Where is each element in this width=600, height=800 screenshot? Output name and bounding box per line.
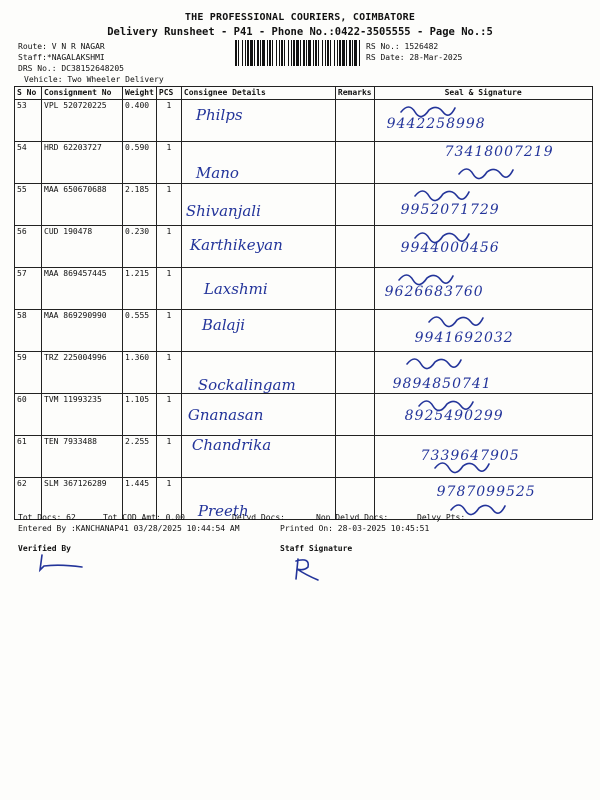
entered-by: Entered By :KANCHANAP41 03/28/2025 10:44:54 AM bbox=[18, 524, 240, 533]
row-consignee-details bbox=[181, 184, 335, 226]
handwritten-phone-number: 9952071729 bbox=[400, 202, 500, 218]
total-docs: Tot Docs: 62 bbox=[18, 513, 76, 522]
row-sno: 55 bbox=[15, 184, 42, 226]
col-consignment: Consignment No bbox=[42, 87, 123, 100]
handwritten-consignee-name: Chandrika bbox=[191, 436, 272, 454]
signature-scribble-icon bbox=[431, 456, 491, 474]
total-cod: Tot COD Amt: 0.00 bbox=[103, 513, 185, 522]
staff-label: Staff:*NAGALAKSHMI bbox=[18, 53, 105, 62]
staff-signature-label: Staff Signature bbox=[280, 544, 353, 553]
handwritten-consignee-name: Karthikeyan bbox=[189, 236, 283, 254]
row-remarks bbox=[335, 142, 374, 184]
row-pcs: 1 bbox=[156, 142, 181, 184]
table-row bbox=[15, 268, 593, 310]
row-consignment: VPL 520720225 bbox=[42, 100, 123, 142]
rs-number: RS No.: 1526482 bbox=[366, 42, 439, 51]
handwritten-consignee-name: Preeth bbox=[197, 502, 249, 520]
row-weight: 2.255 bbox=[123, 436, 157, 478]
row-remarks bbox=[335, 100, 374, 142]
row-consignment: MAA 869457445 bbox=[42, 268, 123, 310]
table-row bbox=[15, 436, 593, 478]
row-consignee-details bbox=[181, 142, 335, 184]
barcode-icon bbox=[235, 40, 360, 66]
row-sno: 54 bbox=[15, 142, 42, 184]
row-seal-signature bbox=[374, 436, 592, 478]
runsheet-table bbox=[14, 86, 593, 520]
handwritten-phone-number: 9941692032 bbox=[414, 330, 514, 346]
row-seal-signature bbox=[374, 100, 592, 142]
row-sno: 58 bbox=[15, 310, 42, 352]
col-pcs: PCS bbox=[156, 87, 181, 100]
printed-on: Printed On: 28-03-2025 10:45:51 bbox=[280, 524, 430, 533]
row-sno: 56 bbox=[15, 226, 42, 268]
handwritten-consignee-name: Gnanasan bbox=[187, 406, 264, 424]
delivered-docs: Delvd Docs: bbox=[232, 513, 285, 522]
table-header-row bbox=[15, 87, 593, 100]
row-consignment: TEN 7933488 bbox=[42, 436, 123, 478]
row-consignee-details bbox=[181, 352, 335, 394]
row-weight: 0.555 bbox=[123, 310, 157, 352]
row-weight: 1.445 bbox=[123, 478, 157, 520]
row-pcs: 1 bbox=[156, 184, 181, 226]
row-consignee-details bbox=[181, 310, 335, 352]
row-weight: 0.590 bbox=[123, 142, 157, 184]
signature-scribble-icon bbox=[455, 162, 515, 180]
row-sno: 60 bbox=[15, 394, 42, 436]
handwritten-consignee-name: Philps bbox=[195, 106, 243, 124]
verified-by-label: Verified By bbox=[18, 544, 71, 553]
verified-signature-icon bbox=[30, 552, 90, 574]
row-consignee-details bbox=[181, 394, 335, 436]
drs-number: DRS No.: DC38152648205 bbox=[18, 64, 124, 73]
row-seal-signature bbox=[374, 226, 592, 268]
handwritten-consignee-name: Shivanjali bbox=[185, 202, 261, 220]
row-consignment: CUD 190478 bbox=[42, 226, 123, 268]
handwritten-phone-number: 7339647905 bbox=[420, 448, 520, 464]
route-label: Route: V N R NAGAR bbox=[18, 42, 105, 51]
row-consignment: MAA 869290990 bbox=[42, 310, 123, 352]
col-consignee: Consignee Details bbox=[181, 87, 335, 100]
row-weight: 1.215 bbox=[123, 268, 157, 310]
row-consignee-details bbox=[181, 268, 335, 310]
row-remarks bbox=[335, 310, 374, 352]
row-consignment: TRZ 225004996 bbox=[42, 352, 123, 394]
row-pcs: 1 bbox=[156, 352, 181, 394]
row-pcs: 1 bbox=[156, 226, 181, 268]
row-seal-signature bbox=[374, 310, 592, 352]
row-seal-signature bbox=[374, 268, 592, 310]
row-sno: 53 bbox=[15, 100, 42, 142]
row-remarks bbox=[335, 436, 374, 478]
delivery-points: Delvy Pts: bbox=[417, 513, 466, 522]
row-remarks bbox=[335, 268, 374, 310]
row-seal-signature bbox=[374, 142, 592, 184]
row-sno: 61 bbox=[15, 436, 42, 478]
signature-scribble-icon bbox=[411, 226, 471, 244]
row-pcs: 1 bbox=[156, 478, 181, 520]
signature-scribble-icon bbox=[403, 352, 463, 370]
handwritten-phone-number: 9894850741 bbox=[392, 376, 492, 392]
table-row bbox=[15, 142, 593, 184]
row-consignment: SLM 367126289 bbox=[42, 478, 123, 520]
table-row bbox=[15, 310, 593, 352]
row-weight: 1.105 bbox=[123, 394, 157, 436]
handwritten-consignee-name: Laxshmi bbox=[203, 280, 268, 298]
runsheet-title: Delivery Runsheet - P41 - Phone No.:0422-3505555 - Page No.:5 bbox=[107, 26, 493, 38]
row-consignment: TVM 11993235 bbox=[42, 394, 123, 436]
row-seal-signature bbox=[374, 352, 592, 394]
handwritten-consignee-name: Mano bbox=[195, 164, 239, 182]
rs-date: RS Date: 28-Mar-2025 bbox=[366, 53, 463, 62]
row-remarks bbox=[335, 352, 374, 394]
col-sno: S No bbox=[15, 87, 42, 100]
col-signature: Seal & Signature bbox=[374, 87, 592, 100]
handwritten-phone-number: 9442258998 bbox=[386, 116, 486, 132]
table-row bbox=[15, 184, 593, 226]
table-row bbox=[15, 394, 593, 436]
handwritten-phone-number: 9626683760 bbox=[384, 284, 484, 300]
row-seal-signature bbox=[374, 184, 592, 226]
table-row bbox=[15, 352, 593, 394]
table-row bbox=[15, 100, 593, 142]
col-weight: Weight bbox=[123, 87, 157, 100]
handwritten-consignee-name: Balaji bbox=[201, 316, 246, 334]
row-weight: 1.360 bbox=[123, 352, 157, 394]
non-delivered-docs: Non Delvd Docs: bbox=[316, 513, 389, 522]
row-sno: 62 bbox=[15, 478, 42, 520]
signature-scribble-icon bbox=[397, 100, 457, 118]
vehicle-label: Vehicle: Two Wheeler Delivery bbox=[24, 75, 164, 84]
row-consignment: HRD 62203727 bbox=[42, 142, 123, 184]
staff-signature-icon bbox=[288, 555, 328, 583]
row-consignee-details bbox=[181, 436, 335, 478]
table-row bbox=[15, 226, 593, 268]
row-weight: 0.230 bbox=[123, 226, 157, 268]
row-weight: 2.185 bbox=[123, 184, 157, 226]
table-row bbox=[15, 478, 593, 520]
row-sno: 59 bbox=[15, 352, 42, 394]
row-pcs: 1 bbox=[156, 268, 181, 310]
row-weight: 0.400 bbox=[123, 100, 157, 142]
row-remarks bbox=[335, 226, 374, 268]
row-remarks bbox=[335, 184, 374, 226]
row-pcs: 1 bbox=[156, 436, 181, 478]
row-pcs: 1 bbox=[156, 100, 181, 142]
signature-scribble-icon bbox=[425, 310, 485, 328]
row-sno: 57 bbox=[15, 268, 42, 310]
row-consignment: MAA 650670688 bbox=[42, 184, 123, 226]
row-pcs: 1 bbox=[156, 394, 181, 436]
handwritten-phone-number: 8925490299 bbox=[404, 408, 504, 424]
handwritten-phone-number: 9944000456 bbox=[400, 240, 500, 256]
row-seal-signature bbox=[374, 478, 592, 520]
row-consignee-details bbox=[181, 226, 335, 268]
row-remarks bbox=[335, 394, 374, 436]
handwritten-consignee-name: Sockalingam bbox=[197, 376, 296, 394]
company-title: THE PROFESSIONAL COURIERS, COIMBATORE bbox=[184, 12, 416, 23]
signature-scribble-icon bbox=[415, 394, 475, 412]
signature-scribble-icon bbox=[395, 268, 455, 286]
handwritten-phone-number: 73418007219 bbox=[444, 144, 554, 160]
row-consignee-details bbox=[181, 100, 335, 142]
handwritten-phone-number: 9787099525 bbox=[436, 484, 536, 500]
row-pcs: 1 bbox=[156, 310, 181, 352]
row-seal-signature bbox=[374, 394, 592, 436]
col-remarks: Remarks bbox=[335, 87, 374, 100]
signature-scribble-icon bbox=[411, 184, 471, 202]
